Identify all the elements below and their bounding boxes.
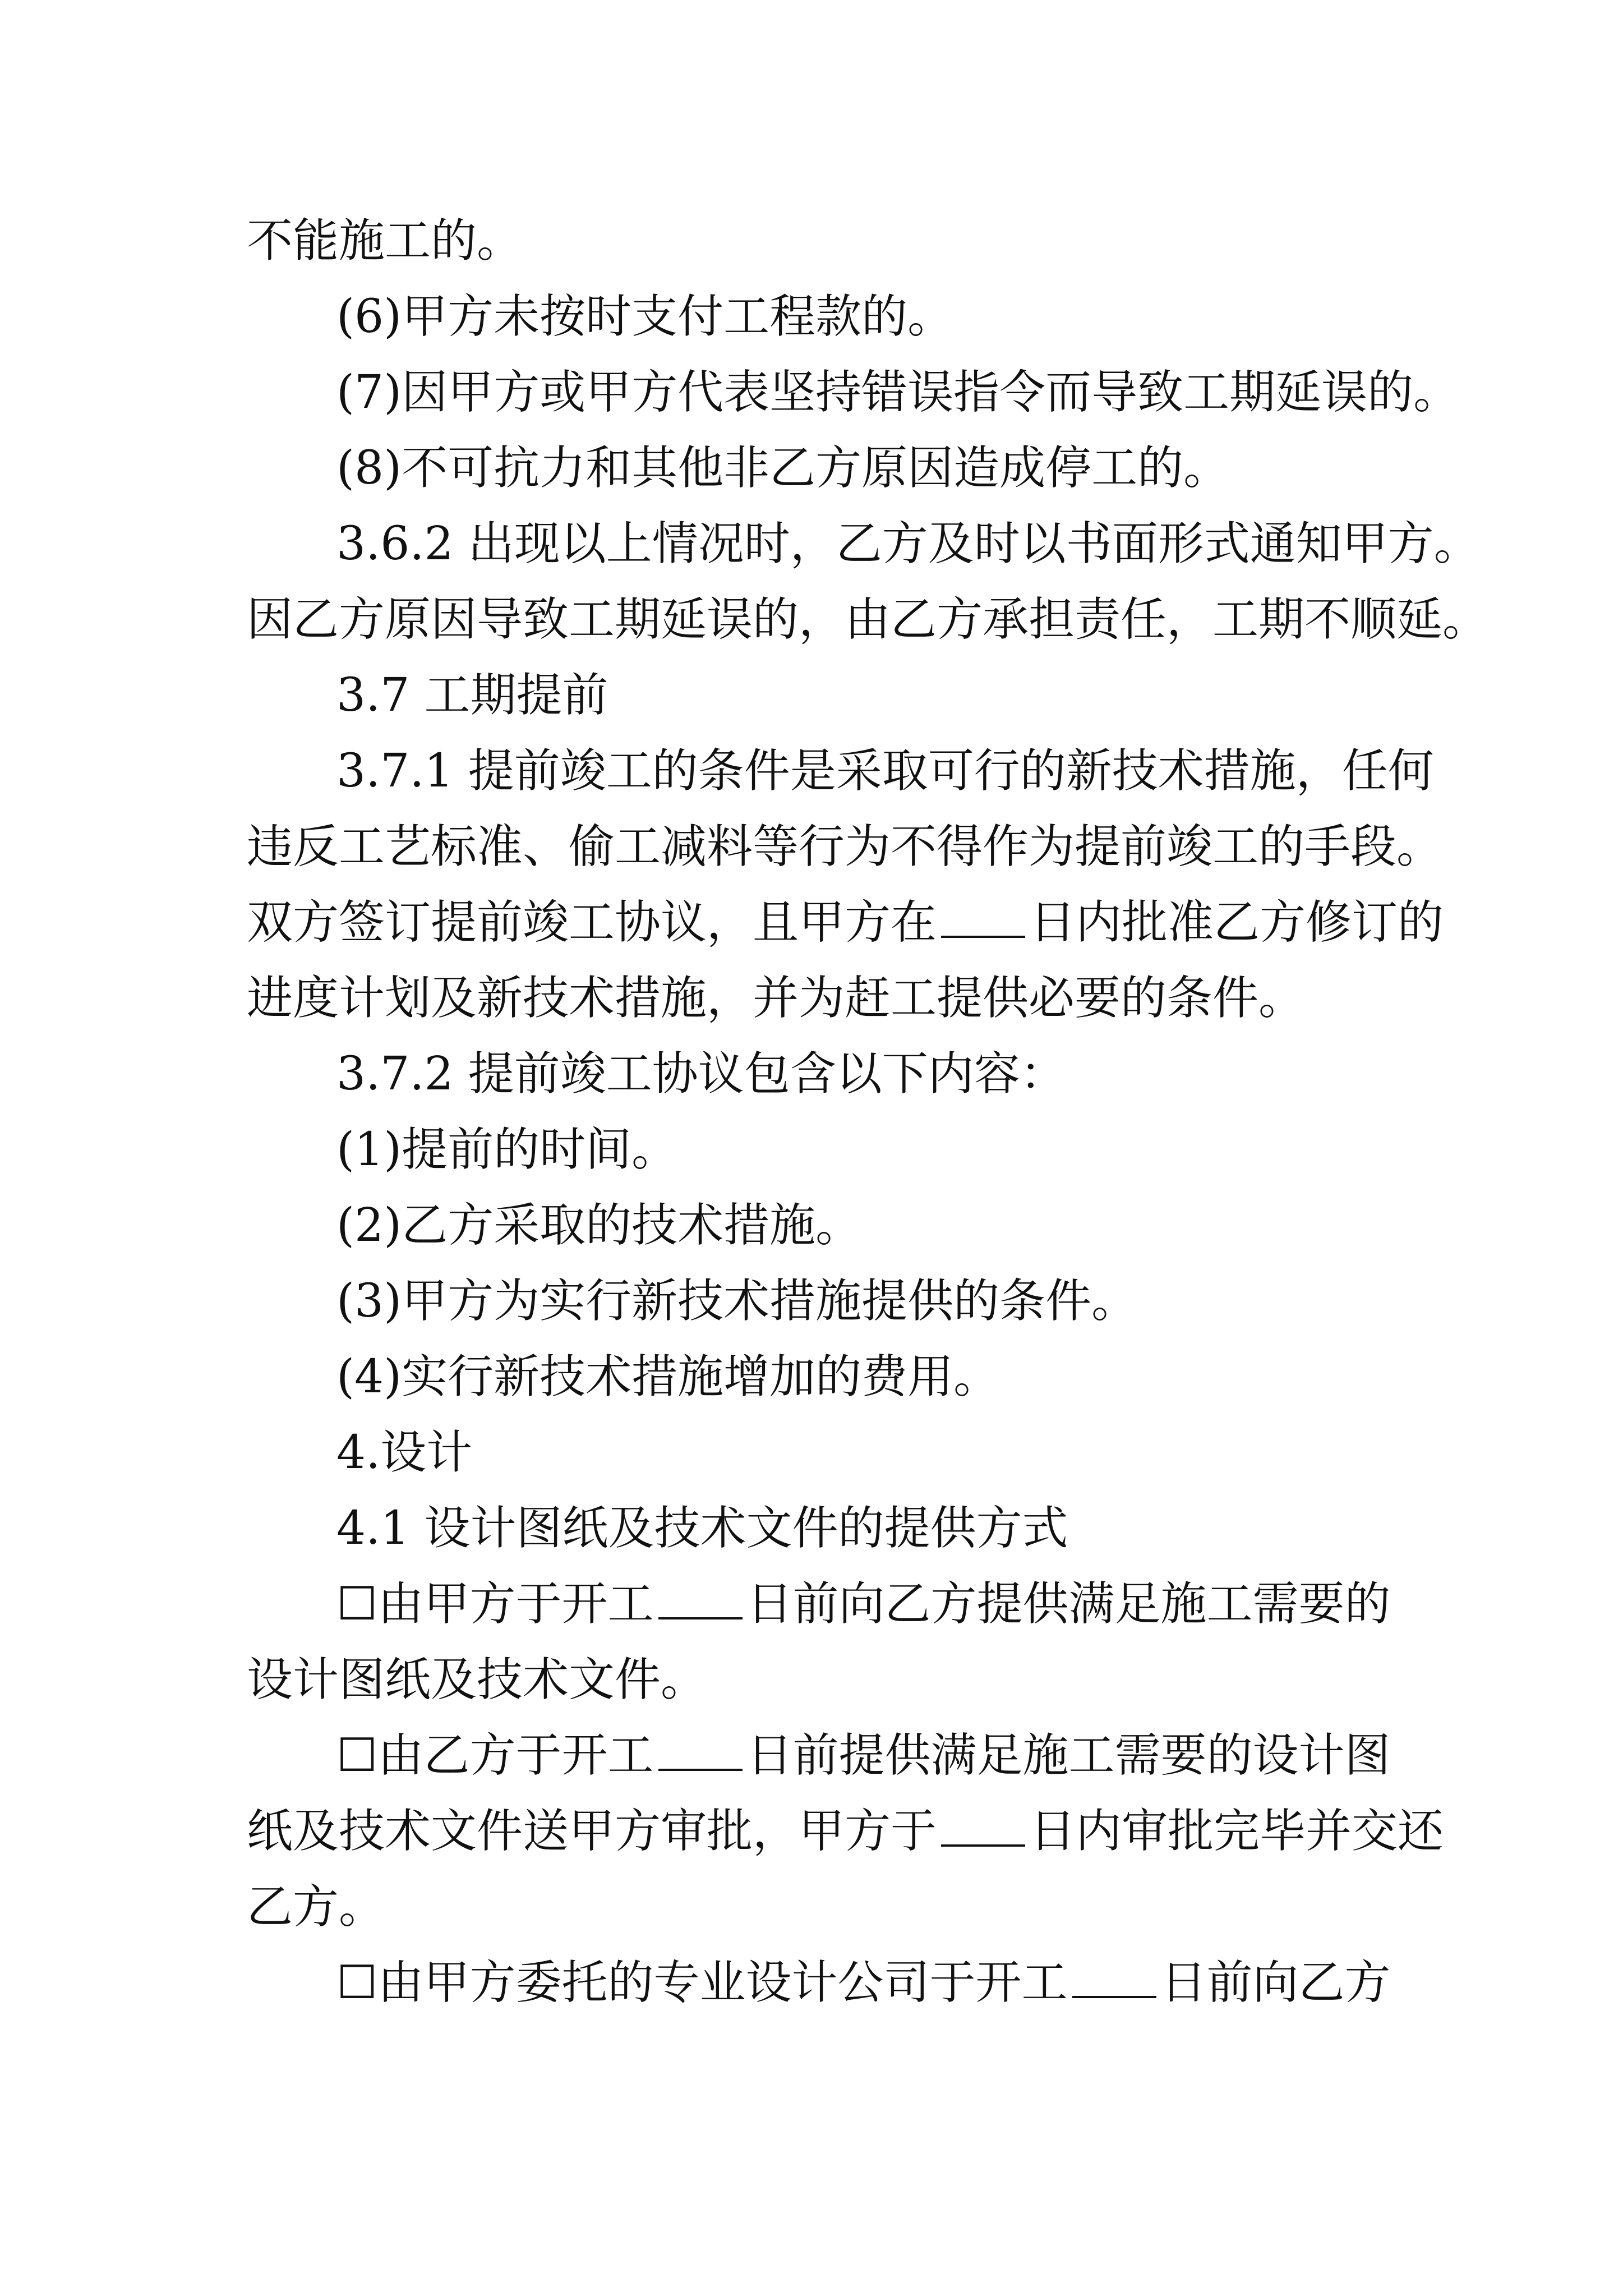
fill-in-blank <box>658 1572 743 1619</box>
text-segment: 日前向乙方提供满足施工需要的 <box>746 1577 1391 1631</box>
text-segment: 纸及技术文件送甲方审批，甲方于 <box>247 1805 937 1858</box>
fill-in-blank <box>658 1724 743 1771</box>
clause-3-7-1: 3.7.1 提前竣工的条件是采取可行的新技术措施，任何 <box>336 744 1434 798</box>
fill-in-blank <box>1072 1951 1156 1998</box>
fill-in-blank <box>941 1800 1025 1847</box>
list-item: (1)提前的时间。 <box>336 1123 678 1176</box>
section-heading: 4.1 设计图纸及技术文件的提供方式 <box>336 1502 1068 1555</box>
list-item: (2)乙方采取的技术措施。 <box>336 1199 862 1252</box>
text-line <box>247 1798 1623 1865</box>
list-item: (7)因甲方或甲方代表坚持错误指令而导致工期延误的。 <box>336 366 1460 419</box>
text-line: 进度计划及新技术措施，并为赶工提供必要的条件。 <box>247 972 1305 1025</box>
list-item: (4)实行新技术措施增加的费用。 <box>336 1350 1000 1404</box>
checkbox-option <box>336 1949 1623 2017</box>
text-line: 不能施工的。 <box>247 214 523 268</box>
text-segment: ☐由乙方于开工 <box>336 1729 654 1782</box>
text-line: 因乙方原因导致工期延误的，由乙方承担责任，工期不顺延。 <box>247 593 1489 646</box>
text-segment: ☐由甲方委托的专业设计公司于开工 <box>336 1956 1068 2009</box>
text-line <box>247 889 1623 956</box>
clause-3-7-2: 3.7.2 提前竣工协议包含以下内容： <box>336 1047 1066 1101</box>
text-segment: 日前向乙方 <box>1160 1956 1391 2009</box>
section-heading: 4.设计 <box>336 1426 473 1479</box>
checkbox-option <box>336 1722 1623 1789</box>
text-segment: 日内批准乙方修订的 <box>1030 896 1444 949</box>
text-segment: 日内审批完毕并交还 <box>1030 1805 1444 1858</box>
text-line: 违反工艺标准、偷工减料等行为不得作为提前竣工的手段。 <box>247 820 1443 873</box>
list-item: (6)甲方未按时支付工程款的。 <box>336 290 954 343</box>
clause-3-6-2: 3.6.2 出现以上情况时，乙方及时以书面形式通知甲方。 <box>336 517 1480 570</box>
list-item: (3)甲方为实行新技术措施提供的条件。 <box>336 1274 1138 1328</box>
text-line: 设计图纸及技术文件。 <box>247 1653 707 1706</box>
checkbox-option <box>336 1571 1623 1638</box>
text-line: 乙方。 <box>247 1880 385 1934</box>
text-segment: 双方签订提前竣工协议，且甲方在 <box>247 896 937 949</box>
text-segment: ☐由甲方于开工 <box>336 1577 654 1631</box>
section-heading: 3.7 工期提前 <box>336 669 608 722</box>
list-item: (8)不可抗力和其他非乙方原因造成停工的。 <box>336 441 1230 495</box>
text-segment: 日前提供满足施工需要的设计图 <box>746 1729 1391 1782</box>
fill-in-blank <box>941 891 1025 938</box>
